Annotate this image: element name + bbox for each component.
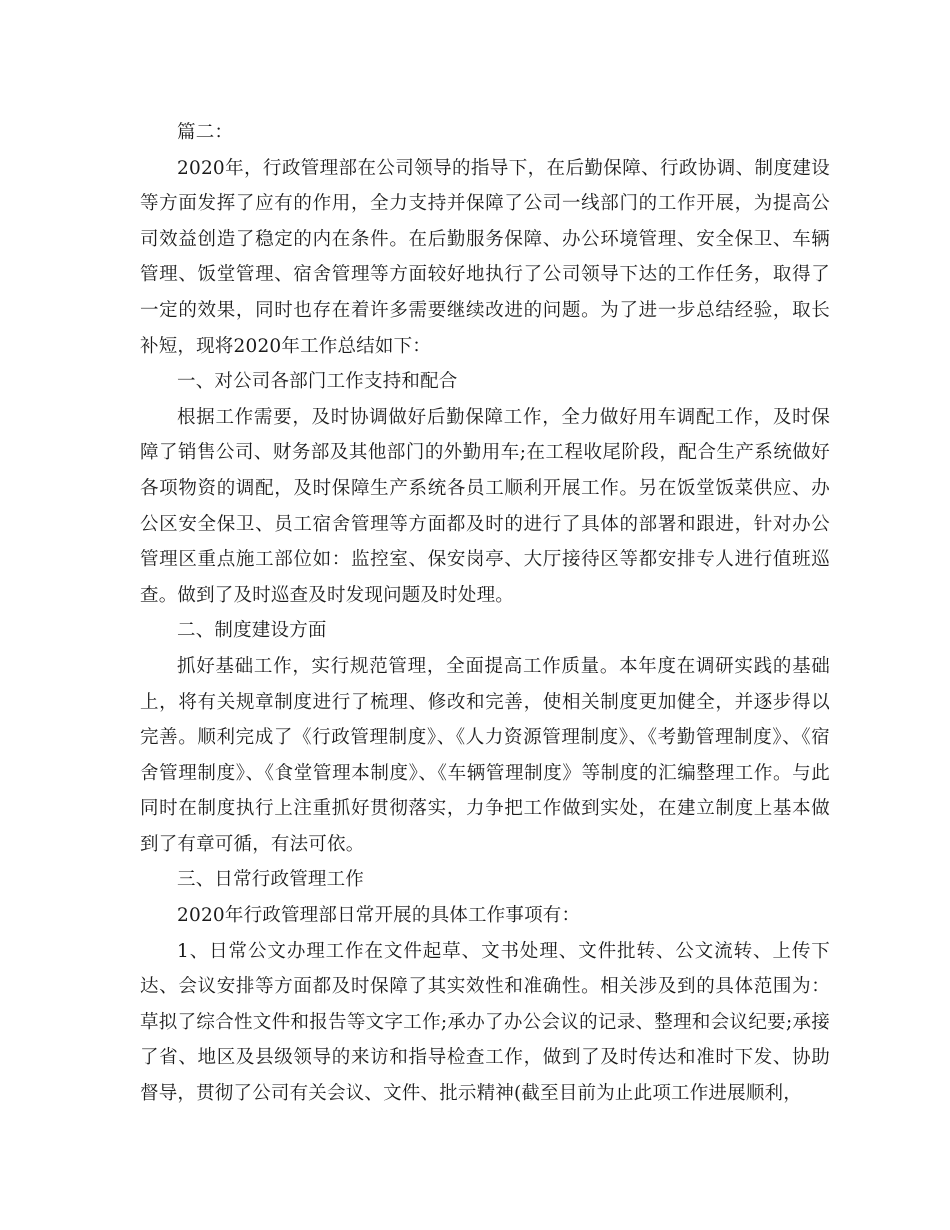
section-2-paragraph: 抓好基础工作，实行规范管理，全面提高工作质量。本年度在调研实践的基础上，将有关规章制度进行了梳理、修改和完善，使相关制度更加健全，并逐步得以完善。顺利完成了《行政管理制度》、《人力资源管理制度》、《考勤管理制度》、《宿舍管理制度》、《食堂管理本制度》、《车辆管理制度》等制度的汇编整理工作。与此同时在制度执行上注重抓好贯彻落实，力争把工作做到实处，在建立制度上基本做到了有章可循，有法可依。 (140, 655, 830, 855)
document-body (140, 115, 830, 1112)
intro-paragraph: 2020年，行政管理部在公司领导的指导下，在后勤保障、行政协调、制度建设等方面发挥了应有的作用，全力支持并保障了公司一线部门的工作开展，为提高公司效益创造了稳定的内在条件。在后勤服务保障、办公环境管理、安全保卫、车辆管理、饭堂管理、宿舍管理等方面较好地执行了公司领导下达的工作任务，取得了一定的效果，同时也存在着许多需要继续改进的问题。为了进一步总结经验，取长补短，现将2020年工作总结如下： (140, 157, 830, 357)
section-1-paragraph: 根据工作需要，及时协调做好后勤保障工作，全力做好用车调配工作，及时保障了销售公司、财务部及其他部门的外勤用车;在工程收尾阶段，配合生产系统做好各项物资的调配，及时保障生产系统各员工顺利开展工作。另在饭堂饭菜供应、办公区安全保卫、员工宿舍管理等方面都及时的进行了具体的部署和跟进，针对办公管理区重点施工部位如：监控室、保安岗亭、大厅接待区等都安排专人进行值班巡查。做到了及时巡查及时发现问题及时处理。 (140, 406, 830, 606)
section-heading-3: 三、日常行政管理工作 (177, 869, 365, 891)
section-3-intro: 2020年行政管理部日常开展的具体工作事项有： (177, 905, 581, 927)
section-label: 篇二： (177, 122, 234, 143)
section-heading-2: 二、制度建设方面 (177, 620, 327, 642)
section-heading-1: 一、对公司各部门工作支持和配合 (177, 371, 458, 393)
section-3-item-1: 1、日常公文办理工作在文件起草、文书处理、文件批转、公文流转、上传下达、会议安排等方面都及时保障了其实效性和准确性。相关涉及到的具体范围为：草拟了综合性文件和报告等文字工作;承办了办公会议的记录、整理和会议纪要;承接了省、地区及县级领导的来访和指导检查工作，做到了及时传达和准时下发、协助督导，贯彻了公司有关会议、文件、批示精神(截至目前为止此项工作进展顺利， (140, 940, 830, 1105)
